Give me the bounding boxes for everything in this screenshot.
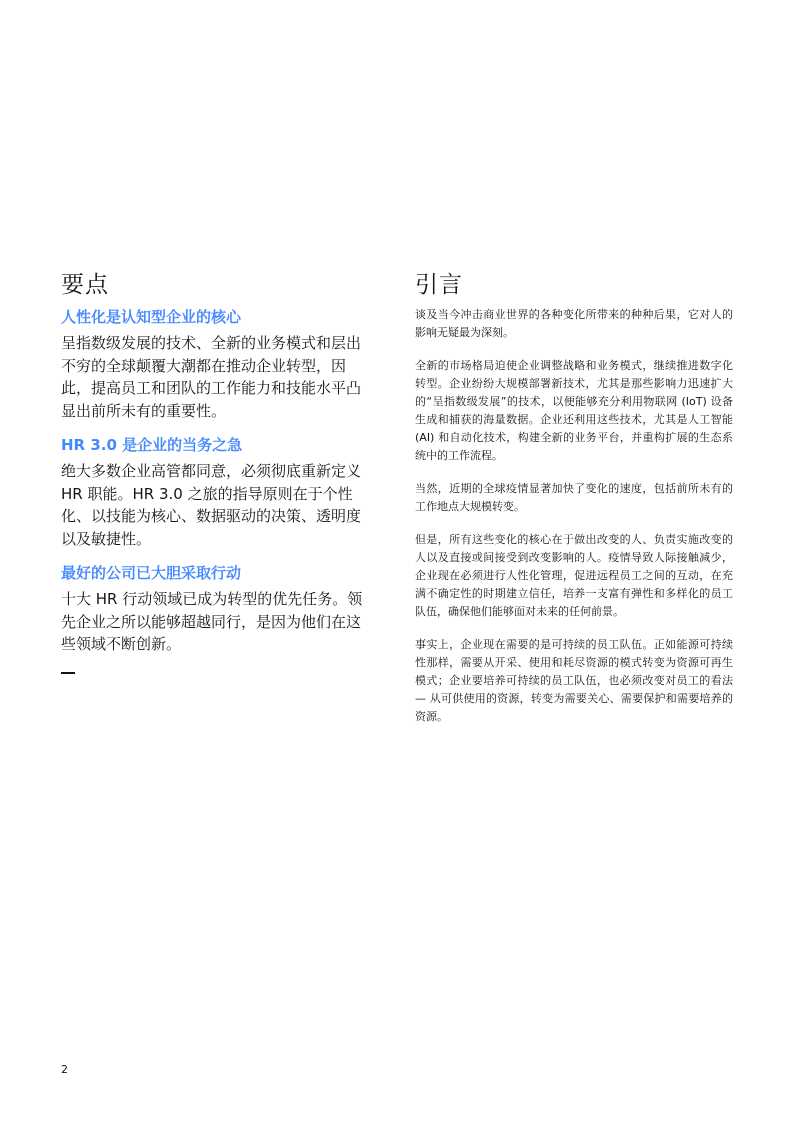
intro-paragraph: 全新的市场格局迫使企业调整战略和业务模式，继续推进数字化转型。企业纷纷大规模部署新技术，尤其是那些影响力迅速扩大的“呈指数级发展”的技术，以便能够充分利用物联网 (IoT) 设备生成和捕获的海量数据。企业还利用这些技术，尤其是人工智能 (AI) 和自动化技术，构建全新的业务平台，并重构扩展的生态系统中的工作流程。	[415, 359, 733, 462]
key-point-body: 十大 HR 行动领域已成为转型的优先任务。领先企业之所以能够超越同行，是因为他们在这些领域不断创新。	[61, 590, 363, 653]
key-point-title: 人性化是认知型企业的核心	[61, 308, 242, 326]
key-point-title: HR 3.0 是企业的当务之急	[61, 436, 243, 454]
key-point-item	[61, 434, 373, 550]
intro-paragraph: 事实上，企业现在需要的是可持续的员工队伍。正如能源可持续性那样，需要从开采、使用和耗尽资源的模式转变为资源可再生模式；企业要培养可持续的员工队伍，也必须改变对员工的看法 — 从可供使用的资源，转变为需要关心、需要保护和需要培养的资源。	[415, 638, 733, 723]
section-divider	[61, 672, 75, 674]
key-point-body: 呈指数级发展的技术、全新的业务模式和层出不穷的全球颠覆大潮都在推动企业转型，因此，提高员工和团队的工作能力和技能水平凸显出前所未有的重要性。	[61, 334, 362, 420]
intro-paragraph: 谈及当今冲击商业世界的各种变化所带来的种种后果，它对人的影响无疑最为深刻。	[415, 308, 733, 339]
key-points-heading: 要点	[61, 272, 109, 298]
key-point-title: 最好的公司已大胆采取行动	[61, 564, 242, 582]
key-point-item	[61, 306, 373, 422]
introduction-section	[415, 270, 733, 741]
introduction-heading: 引言	[415, 272, 463, 298]
key-point-item	[61, 562, 373, 656]
key-points-section	[61, 270, 373, 674]
intro-paragraph: 当然，近期的全球疫情显著加快了变化的速度，包括前所未有的工作地点大规模转变。	[415, 482, 733, 513]
page-number: 2	[61, 1063, 68, 1076]
key-point-body: 绝大多数企业高管都同意，必须彻底重新定义 HR 职能。HR 3.0 之旅的指导原则在于个性化、以技能为核心、数据驱动的决策、透明度以及敏捷性。	[61, 462, 362, 548]
intro-paragraph: 但是，所有这些变化的核心在于做出改变的人、负责实施改变的人以及直接或间接受到改变影响的人。疫情导致人际接触减少，企业现在必须进行人性化管理，促进远程员工之间的互动，在充满不确定性的时期建立信任，培养一支富有弹性和多样化的员工队伍，确保他们能够面对未来的任何前景。	[415, 533, 733, 618]
